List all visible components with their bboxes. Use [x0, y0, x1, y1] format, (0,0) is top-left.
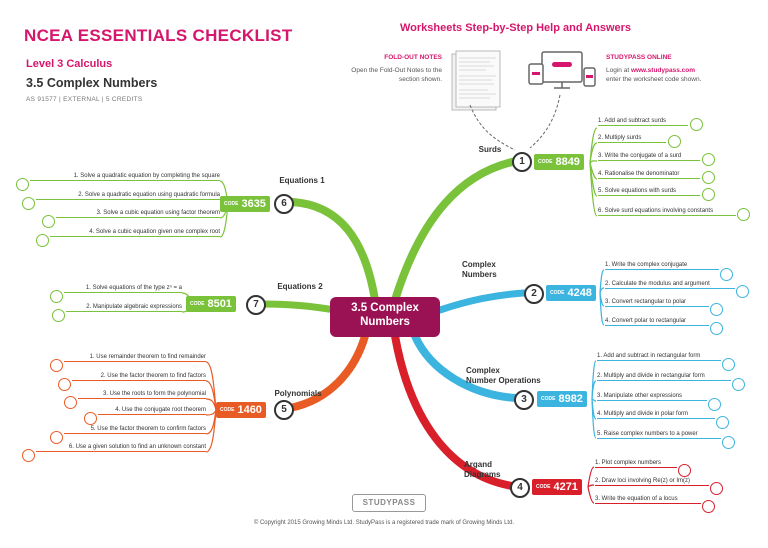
- checklist-item: 5. Solve equations with surds: [598, 187, 700, 196]
- branch-3-item-lines: [592, 361, 596, 438]
- branch-line-7: [262, 304, 335, 310]
- checklist-item: 2. Calculate the modulus and argument: [605, 280, 735, 289]
- branch-4-item-lines: [588, 467, 594, 503]
- checklist-item: 1. Solve a quadratic equation by completing the square: [30, 172, 220, 181]
- branch-3-code: 8982: [558, 393, 583, 405]
- branch-5-title: Polynomials: [274, 389, 322, 398]
- center-topic-line1: 3.5 Complex: [351, 302, 419, 314]
- branch-3-number: 3: [514, 390, 534, 410]
- checkbox-icon[interactable]: [64, 396, 77, 409]
- checkbox-icon[interactable]: [710, 322, 723, 335]
- checklist-item: 1. Add and subtract surds: [598, 117, 688, 126]
- checkbox-icon[interactable]: [50, 359, 63, 372]
- branch-1-title: Surds: [478, 145, 502, 154]
- checkbox-icon[interactable]: [702, 188, 715, 201]
- branch-2-number: 2: [524, 284, 544, 304]
- level-label: Level 3 Calculus: [26, 58, 113, 70]
- checkbox-icon[interactable]: [736, 285, 749, 298]
- checklist-item: 6. Solve surd equations involving constants: [598, 207, 736, 216]
- branch-3-code-badge[interactable]: CODE 8982: [537, 391, 587, 407]
- branch-4-code-badge[interactable]: CODE 4271: [532, 479, 582, 495]
- checkbox-icon[interactable]: [732, 378, 745, 391]
- checkbox-icon[interactable]: [722, 358, 735, 371]
- branch-6-title: Equations 1: [279, 176, 325, 185]
- checklist-item: 2. Solve a quadratic equation using quadratic formula: [36, 191, 220, 200]
- branch-1-code-badge[interactable]: CODE 8849: [534, 154, 584, 170]
- studypass-text-after: enter the worksheet code shown.: [606, 76, 702, 83]
- checkbox-icon[interactable]: [690, 118, 703, 131]
- standard-meta: AS 91577 | EXTERNAL | 5 CREDITS: [26, 96, 143, 103]
- worksheets-heading: Worksheets Step-by-Step Help and Answers: [400, 22, 632, 34]
- branch-6-code: 3635: [241, 198, 266, 210]
- checklist-item: 1. Use remainder theorem to find remainder: [64, 353, 206, 362]
- checkbox-icon[interactable]: [702, 153, 715, 166]
- checklist-item: 2. Use the factor theorem to find factors: [72, 372, 206, 381]
- foldout-arrow: [470, 105, 515, 150]
- branch-4-number: 4: [510, 478, 530, 498]
- branch-7-title: Equations 2: [277, 282, 323, 291]
- checklist-item: 2. Draw loci involving Re(z) or Im(z): [595, 477, 709, 486]
- checkbox-icon[interactable]: [722, 436, 735, 449]
- branch-6-code-badge[interactable]: CODE 3635: [220, 196, 270, 212]
- checklist-item: 1. Solve equations of the type zⁿ = a: [64, 284, 182, 293]
- checklist-item: 3. Manipulate other expressions: [597, 392, 707, 401]
- checkbox-icon[interactable]: [710, 303, 723, 316]
- center-topic-node: [330, 297, 440, 337]
- page-title: NCEA ESSENTIALS CHECKLIST: [24, 26, 293, 45]
- checklist-item: 4. Use the conjugate root theorem: [98, 406, 206, 415]
- checklist-item: 3. Use the roots to form the polynomial: [78, 390, 206, 399]
- checklist-item: 5. Use the factor theorem to confirm factors: [64, 425, 206, 434]
- studypass-arrow: [530, 95, 560, 148]
- studypass-logo: STUDYPASS: [352, 494, 426, 512]
- checklist-item: 2. Multiply and divide in rectangular form: [597, 372, 731, 381]
- branch-1-number: 1: [512, 152, 532, 172]
- branch-5-number: 5: [274, 400, 294, 420]
- checkbox-icon[interactable]: [716, 416, 729, 429]
- branch-3-title: Complex Number Operations: [466, 366, 541, 385]
- checklist-item: 4. Convert polar to rectangular: [605, 317, 709, 326]
- branch-2-code-badge[interactable]: CODE 4248: [546, 285, 596, 301]
- branch-5-code-badge[interactable]: CODE 1460: [216, 402, 266, 418]
- checkbox-icon[interactable]: [36, 234, 49, 247]
- branch-1-code: 8849: [555, 156, 580, 168]
- checkbox-icon[interactable]: [50, 290, 63, 303]
- checkbox-icon[interactable]: [22, 449, 35, 462]
- checkbox-icon[interactable]: [52, 309, 65, 322]
- checklist-item: 4. Rationalise the denominator: [598, 170, 700, 179]
- checklist-item: 2. Manipulate algebraic expressions: [66, 303, 182, 312]
- checkbox-icon[interactable]: [737, 208, 750, 221]
- branch-line-2: [440, 293, 524, 310]
- checklist-item: 1. Plot complex numbers: [595, 459, 677, 468]
- branch-2-code: 4248: [567, 287, 592, 299]
- checkbox-icon[interactable]: [668, 135, 681, 148]
- checkbox-icon[interactable]: [710, 482, 723, 495]
- checkbox-icon[interactable]: [84, 412, 97, 425]
- checklist-item: 1. Add and subtract in rectangular form: [597, 352, 721, 361]
- checkbox-icon[interactable]: [22, 197, 35, 210]
- checklist-item: 3. Write the conjugate of a surd: [598, 152, 700, 161]
- checklist-item: 3. Solve a cubic equation using factor theorem: [56, 209, 220, 218]
- checklist-item: 2. Multiply surds: [598, 134, 666, 143]
- checklist-item: 1. Write the complex conjugate: [605, 261, 719, 270]
- checkbox-icon[interactable]: [58, 378, 71, 391]
- branch-7-code: 8501: [207, 298, 232, 310]
- branch-1-item-lines: [590, 128, 597, 216]
- branch-6-number: 6: [274, 194, 294, 214]
- branch-7-code-badge[interactable]: CODE 8501: [186, 296, 236, 312]
- checkbox-icon[interactable]: [678, 464, 691, 477]
- checklist-item: 6. Use a given solution to find an unknown constant: [36, 443, 206, 452]
- copyright-text: © Copyright 2015 Growing Minds Ltd. StudyPass is a registered trade mark of Growing Minds Ltd.: [253, 520, 515, 526]
- checkbox-icon[interactable]: [16, 178, 29, 191]
- checklist-item: 3. Convert rectangular to polar: [605, 298, 709, 307]
- branch-5-code: 1460: [237, 404, 262, 416]
- studypass-text-before: Login at: [606, 67, 631, 74]
- checklist-item: 5. Raise complex numbers to a power: [597, 430, 721, 439]
- checkbox-icon[interactable]: [702, 171, 715, 184]
- branch-7-number: 7: [246, 295, 266, 315]
- branch-4-title: Argand Diagrams: [464, 460, 501, 479]
- checklist-item: 3. Write the equation of a locus: [595, 495, 701, 504]
- checkbox-icon[interactable]: [42, 215, 55, 228]
- checklist-item: 4. Solve a cubic equation given one complex root: [50, 228, 220, 237]
- studypass-url-link[interactable]: www.studypass.com: [630, 67, 695, 74]
- branch-4-code: 4271: [553, 481, 578, 493]
- branch-5-item-lines: [206, 362, 216, 452]
- checkbox-icon[interactable]: [702, 500, 715, 513]
- checklist-item: 4. Multiply and divide in polar form: [597, 410, 715, 419]
- branch-2-title: Complex Numbers: [462, 260, 497, 279]
- studypass-online-title: STUDYPASS ONLINE: [606, 54, 672, 61]
- branch-2-item-lines: [600, 270, 604, 325]
- center-topic-line2: Numbers: [360, 316, 410, 328]
- topic-label: 3.5 Complex Numbers: [26, 76, 158, 90]
- foldout-notes-text: Open the Fold-Out Notes to the section shown.: [351, 67, 442, 83]
- foldout-notes-title: FOLD-OUT NOTES: [384, 54, 442, 61]
